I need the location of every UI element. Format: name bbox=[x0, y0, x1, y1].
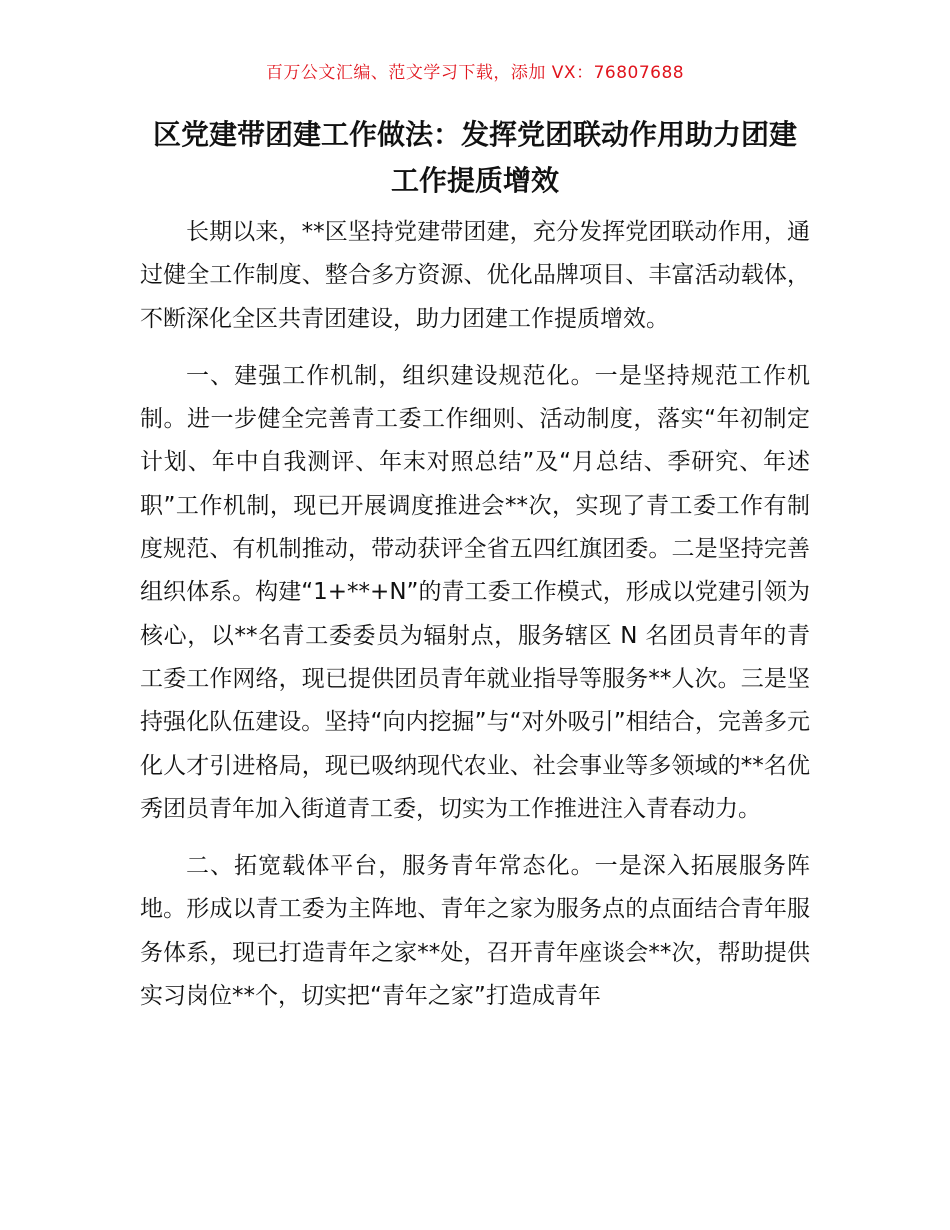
promo-header: 百万公文汇编、范文学习下载，添加 VX：76807688 bbox=[265, 63, 685, 83]
document-body bbox=[140, 211, 810, 1032]
paragraph-section-2: 二、拓宽载体平台，服务青年常态化。一是深入拓展服务阵地。形成以青工委为主阵地、青年之家为服务点的点面结合青年服务体系，现已打造青年之家**处，召开青年座谈会**次，帮助提供实习岗位**个，切实把“青年之家”打造成青年 bbox=[140, 853, 810, 1010]
document-title: 区党建带团建工作做法：发挥党团联动作用助力团建工作提质增效 bbox=[152, 118, 797, 197]
paragraph-section-1: 一、建强工作机制，组织建设规范化。一是坚持规范工作机制。进一步健全完善青工委工作细则、活动制度，落实“年初制定计划、年中自我测评、年末对照总结”及“月总结、季研究、年述职”工作机制，现已开展调度推进会**次，实现了青工委工作有制度规范、有机制推动，带动获评全省五四红旗团委。二是坚持完善组织体系。构建“1+**+N”的青工委工作模式，形成以党建引领为核心，以**名青工委委员为辐射点，服务辖区 N 名团员青年的青工委工作网络，现已提供团员青年就业指导等服务**人次。三是坚持强化队伍建设。坚持“向内挖掘”与“对外吸引”相结合，完善多元化人才引进格局，现已吸纳现代农业、社会事业等多领域的**名优秀团员青年加入街道青工委，切实为工作推进注入青春动力。 bbox=[140, 362, 810, 822]
paragraph-intro: 长期以来，**区坚持党建带团建，充分发挥党团联动作用，通过健全工作制度、整合多方资源、优化品牌项目、丰富活动载体，不断深化全区共青团建设，助力团建工作提质增效。 bbox=[140, 219, 810, 332]
